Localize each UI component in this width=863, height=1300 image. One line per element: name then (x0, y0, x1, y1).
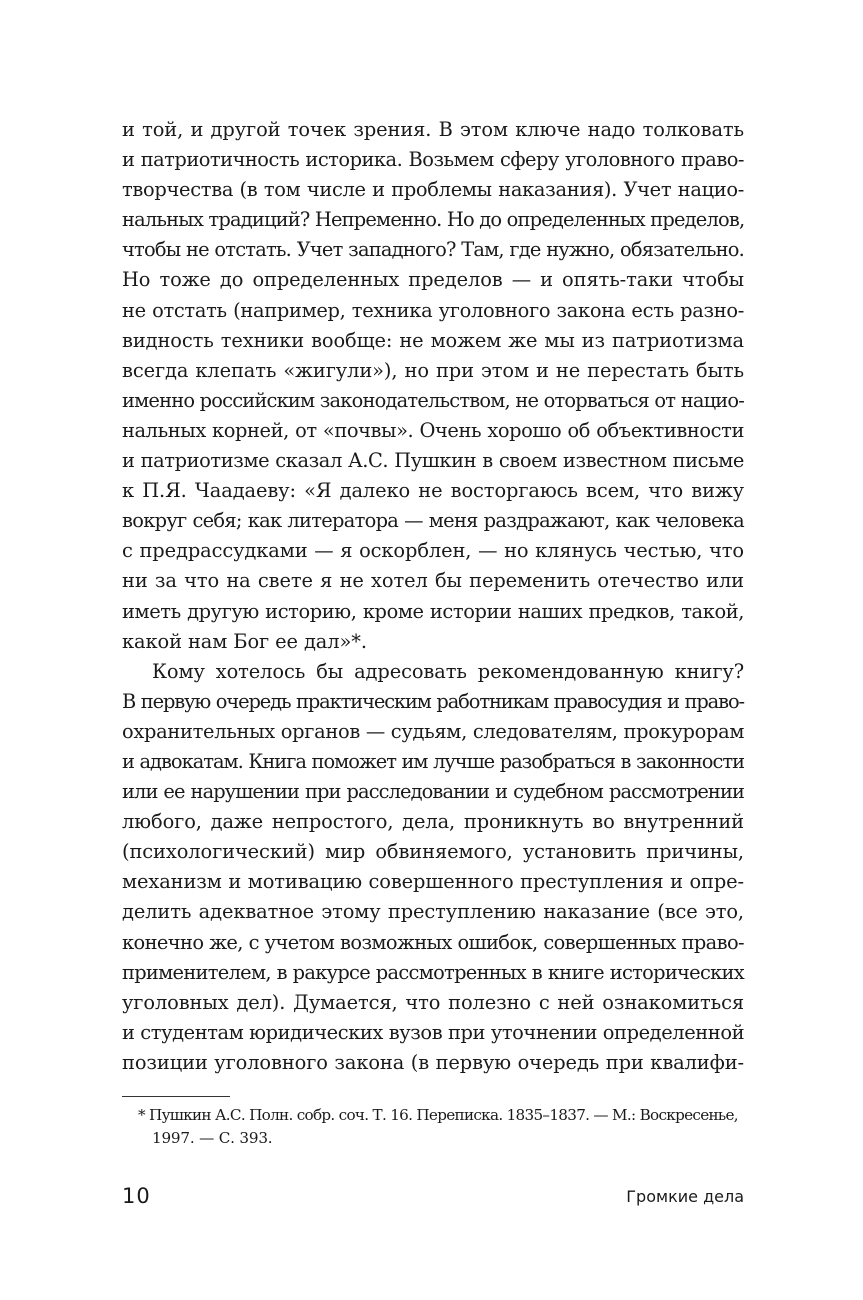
text-line: иметь другую историю, кроме истории наших предков, такой, (122, 599, 744, 623)
text-line: (психологический) мир обвиняемого, установить причины, (122, 840, 744, 864)
text-line: вокруг себя; как литератора — меня раздражают, как человека (122, 509, 744, 533)
text-line: к П.Я. Чаадаеву: «Я далеко не восторгаюсь всем, что вижу (122, 479, 744, 503)
text-line: творчества (в том числе и проблемы наказания). Учет нацио- (122, 178, 744, 202)
text-line: всегда клепать «жигули»), но при этом и не перестать быть (122, 358, 744, 382)
text-line: делить адекватное этому преступлению наказание (все это, (122, 900, 744, 924)
main-text (122, 115, 744, 1078)
text-line: ни за что на свете я не хотел бы переменить отечество или (122, 569, 744, 593)
text-line: и студентам юридических вузов при уточнении определенной (122, 1020, 745, 1044)
text-line: уголовных дел). Думается, что полезно с ней ознакомиться (122, 990, 744, 1014)
text-line: и патриотичность историка. Возьмем сферу уголовного право- (122, 148, 744, 172)
text-line: любого, даже непростого, дела, проникнуть во внутренний (122, 810, 744, 834)
text-line: с предрассудками — я оскорблен, — но клянусь честью, что (122, 539, 744, 563)
text-line: и адвокатам. Книга поможет им лучше разобраться в законности (122, 749, 744, 773)
text-line: применителем, в ракурсе рассмотренных в книге исторических (122, 960, 744, 984)
text-line: чтобы не отстать. Учет западного? Там, где нужно, обязательно. (122, 238, 744, 262)
text-line: Кому хотелось бы адресовать рекомендованную книгу? (152, 659, 744, 683)
text-line: и патриотизме сказал А.С. Пушкин в своем известном письме (122, 449, 744, 473)
text-line: механизм и мотивацию совершенного преступления и опре- (122, 870, 744, 894)
text-line: конечно же, с учетом возможных ошибок, совершенных право- (122, 930, 744, 954)
text-line: нальных традиций? Непременно. Но до определенных пределов, (122, 208, 745, 232)
text-line: Но тоже до определенных пределов — и опять-таки чтобы (122, 268, 744, 292)
footnote (122, 1104, 744, 1150)
footnote-divider (122, 1096, 230, 1097)
text-line: позиции уголовного закона (в первую очередь при квалифи- (122, 1050, 744, 1074)
text-line: В первую очередь практическим работникам правосудия и право- (122, 689, 744, 713)
text-line: какой нам Бог ее дал»*. (122, 629, 367, 653)
text-line: нальных корней, от «почвы». Очень хорошо об объективности (122, 418, 744, 442)
text-line: не отстать (например, техника уголовного закона есть разно- (122, 298, 744, 322)
text-line: или ее нарушении при расследовании и судебном рассмотрении (122, 780, 744, 804)
text-line: и той, и другой точек зрения. В этом ключе надо толковать (122, 118, 744, 141)
text-line: видность техники вообще: не можем же мы из патриотизма (122, 328, 744, 352)
footnote-line: * Пушкин А.С. Полн. собр. соч. Т. 16. Переписка. 1835–1837. — М.: Воскресенье, (138, 1106, 738, 1124)
footnote-line: 1997. — С. 393. (152, 1129, 273, 1147)
text-line: охранительных органов — судьям, следователям, прокурорам (122, 719, 745, 743)
text-line: именно российским законодательством, не оторваться от нацио- (122, 388, 744, 412)
running-title: Громкие дела (626, 1187, 744, 1206)
page-number: 10 (122, 1184, 151, 1208)
